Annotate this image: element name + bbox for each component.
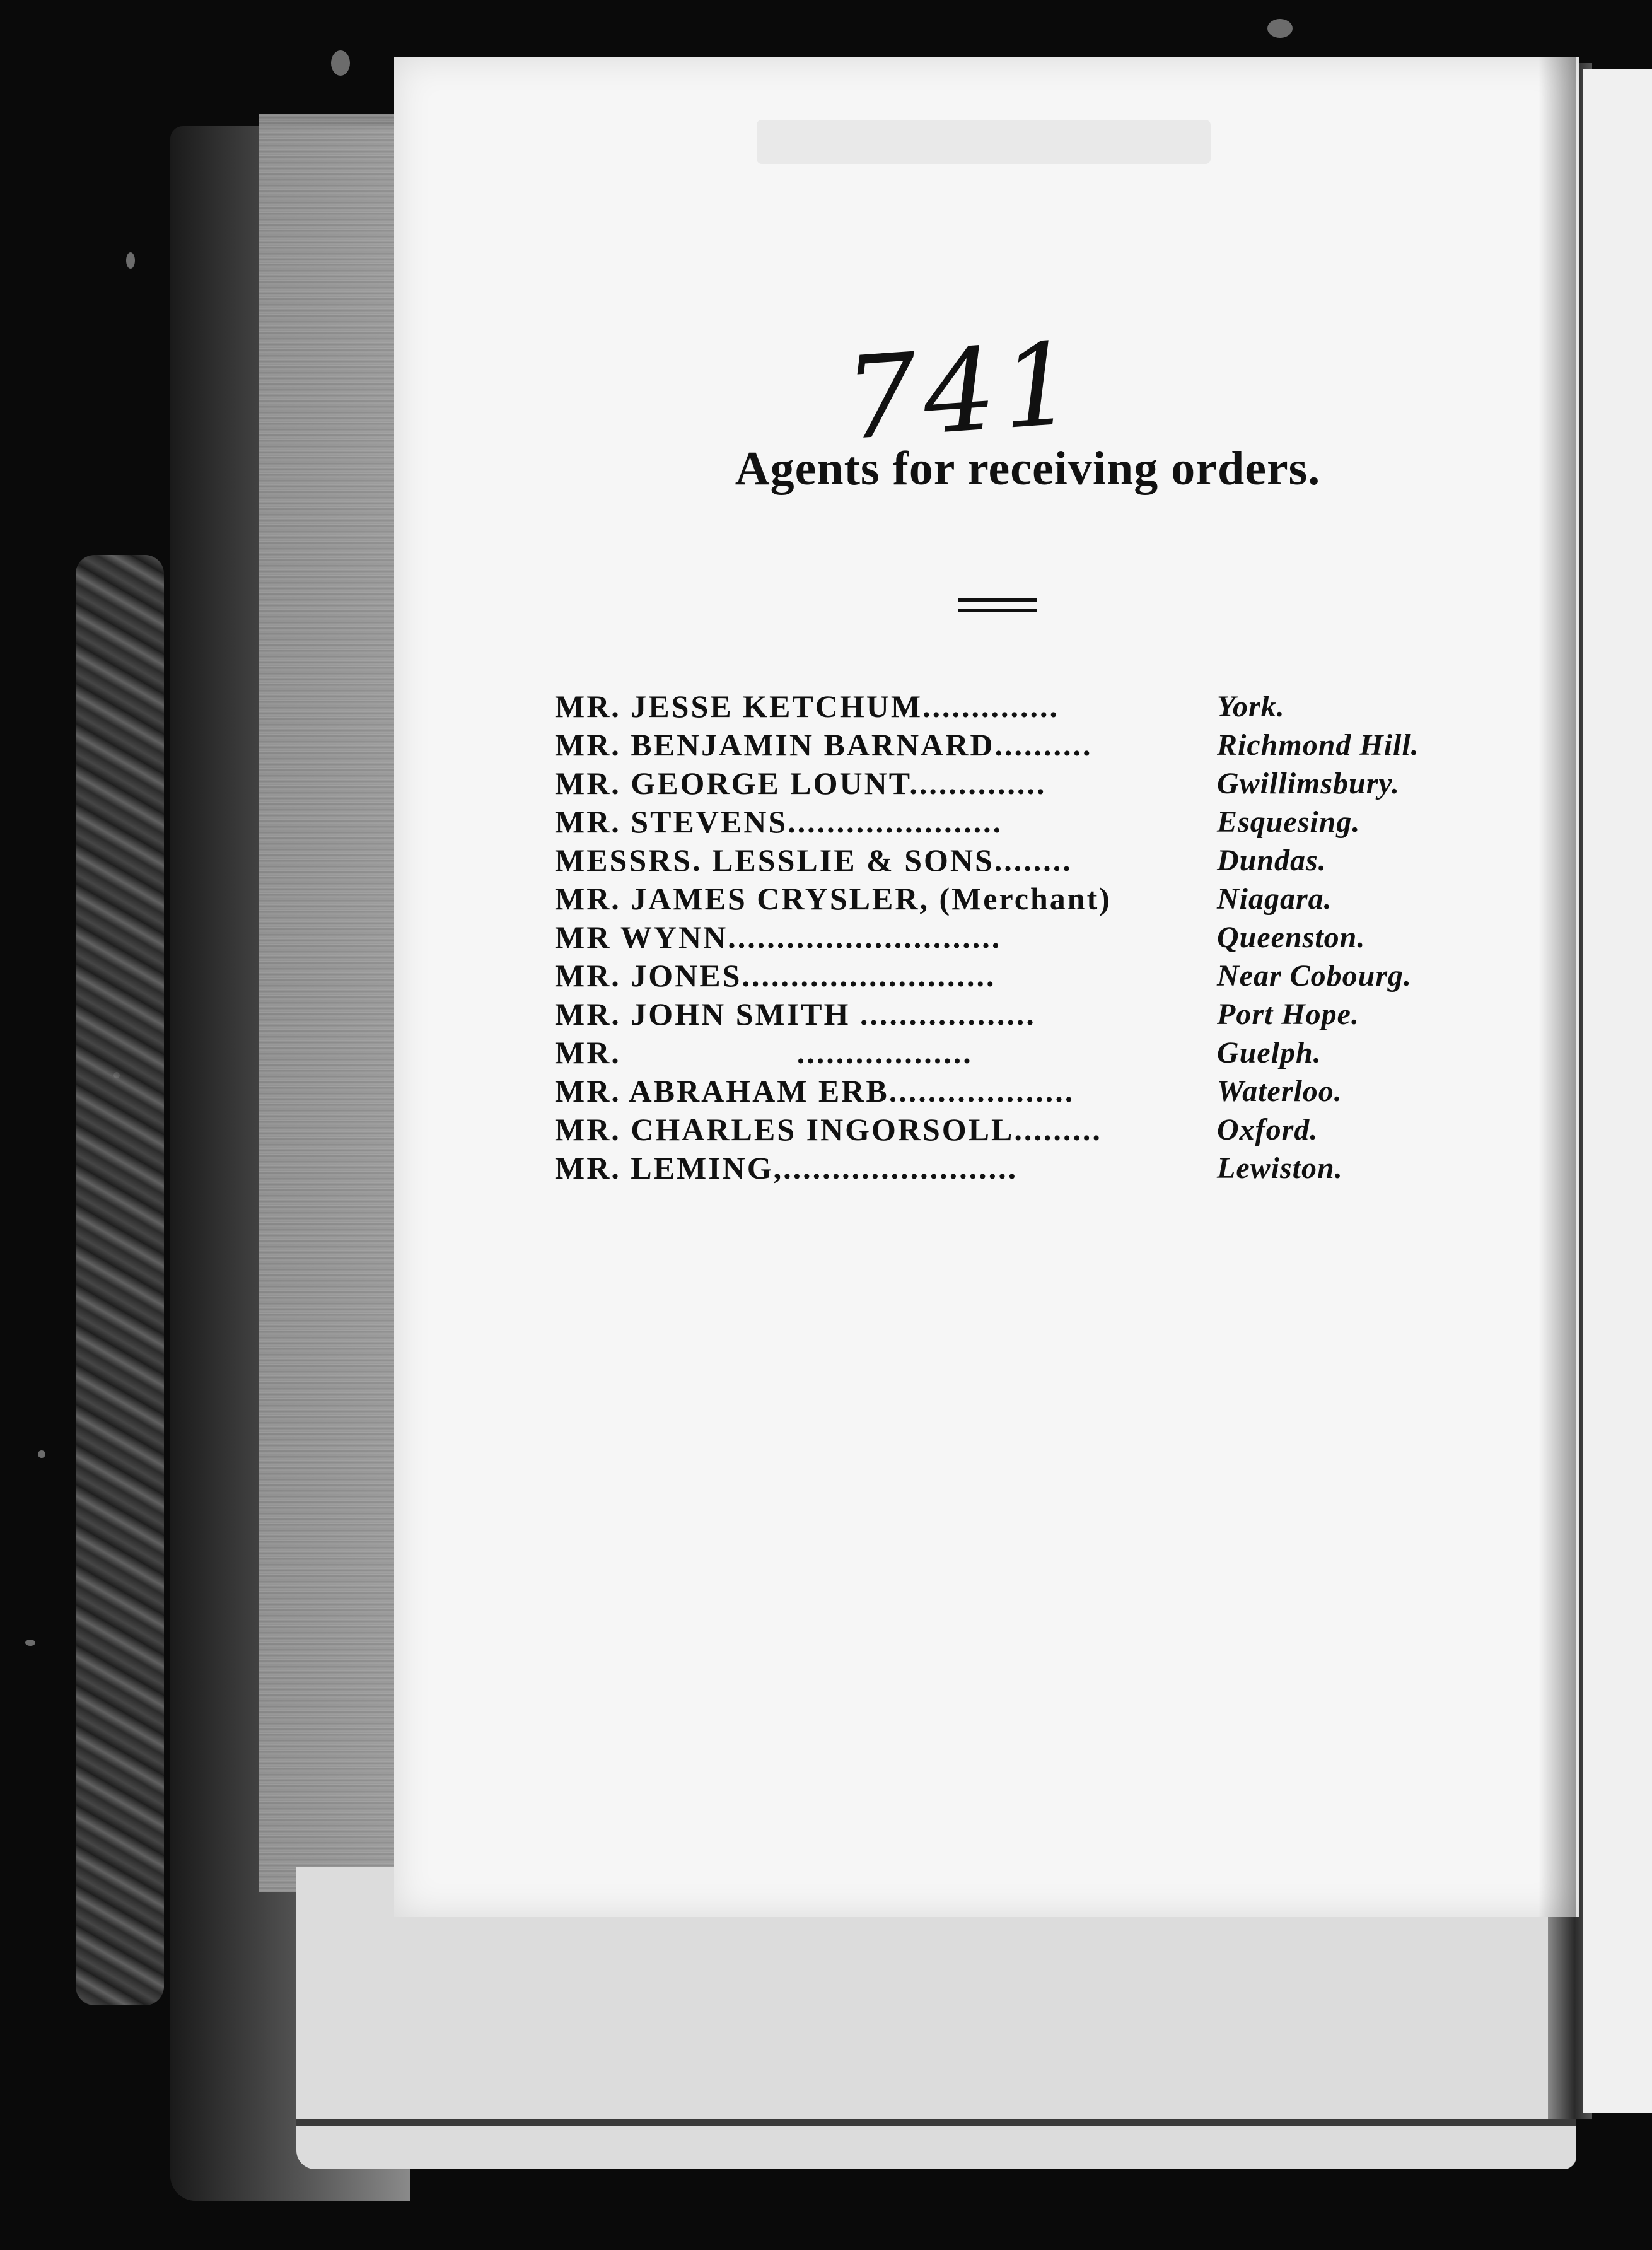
noise-speck (38, 1450, 45, 1458)
title-rule-top (958, 598, 1037, 602)
agent-location: Gwillimsbury. (1217, 767, 1400, 800)
agent-entry (555, 880, 1501, 918)
agent-location: Richmond Hill. (1217, 728, 1419, 762)
agents-list (555, 687, 1501, 1187)
agent-entry (555, 841, 1501, 880)
agent-entry (555, 1034, 1501, 1072)
agent-entry (555, 764, 1501, 803)
agent-name: MR. BENJAMIN BARNARD.......... (555, 727, 1093, 762)
agent-name: MR. STEVENS...................... (555, 804, 1003, 839)
agent-entry (555, 687, 1501, 726)
agent-entry (555, 1149, 1501, 1187)
page-fore-edge (259, 114, 404, 1892)
agent-entry (555, 918, 1501, 957)
agent-location: Queenston. (1217, 921, 1366, 954)
agent-name: MR. JESSE KETCHUM.............. (555, 689, 1060, 724)
agent-location: Niagara. (1217, 882, 1332, 916)
agent-location: York. (1217, 690, 1285, 723)
bleed-through-text (757, 120, 1211, 164)
agent-location: Esquesing. (1217, 805, 1361, 839)
agent-entry (555, 1072, 1501, 1110)
agent-location: Oxford. (1217, 1113, 1318, 1146)
noise-speck (25, 1640, 35, 1646)
agent-entry (555, 726, 1501, 764)
agent-name: MR WYNN............................ (555, 919, 1002, 955)
noise-speck (331, 50, 350, 76)
agent-name: MR. CHARLES INGORSOLL......... (555, 1112, 1102, 1147)
agent-entry (555, 803, 1501, 841)
agent-location: Guelph. (1217, 1036, 1322, 1070)
agent-location: Dundas. (1217, 844, 1327, 877)
agent-name: MR. JOHN SMITH .................. (555, 996, 1036, 1032)
agent-name: MR. .................. (555, 1035, 973, 1070)
underlying-page-shadow (296, 2119, 1576, 2126)
facing-page-edge (1583, 69, 1652, 2113)
agent-location: Near Cobourg. (1217, 959, 1412, 993)
page-edge-shade (1539, 57, 1576, 1917)
noise-speck (1267, 19, 1293, 38)
agent-name: MR. ABRAHAM ERB................... (555, 1073, 1075, 1109)
page-title: Agents for receiving orders. (735, 442, 1321, 495)
noise-speck (126, 252, 135, 269)
agent-entry (555, 995, 1501, 1034)
agent-location: Port Hope. (1217, 998, 1359, 1031)
agent-name: MR. JONES.......................... (555, 958, 996, 993)
agent-location: Waterloo. (1217, 1075, 1342, 1108)
agent-name: MR. GEORGE LOUNT.............. (555, 766, 1047, 801)
agent-name: MESSRS. LESSLIE & SONS........ (555, 842, 1073, 878)
agent-entry (555, 1110, 1501, 1149)
agent-location: Lewiston. (1217, 1151, 1343, 1185)
agent-name: MR. JAMES CRYSLER, (Merchant) (555, 881, 1112, 916)
agent-name: MR. LEMING,........................ (555, 1150, 1018, 1186)
handwritten-number: 741 (841, 317, 1085, 466)
agent-entry (555, 957, 1501, 995)
marbled-cover-edge (76, 555, 164, 2005)
title-rule-bottom (958, 609, 1037, 612)
